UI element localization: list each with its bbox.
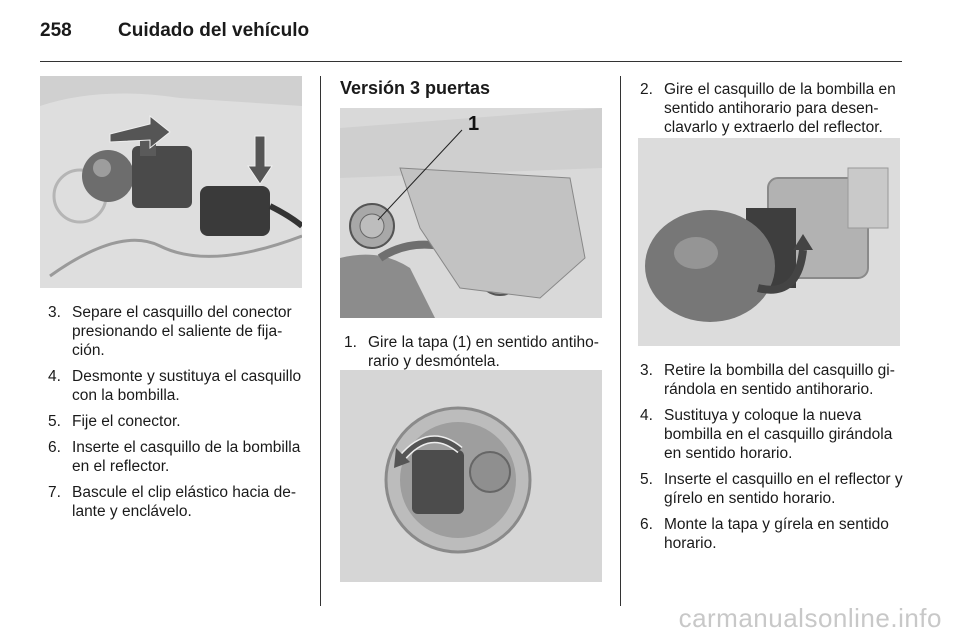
list-item — [48, 303, 303, 360]
list-item — [48, 483, 303, 521]
step-text: Retire la bombilla del casquillo gi-rándola en sentido antihorario. — [664, 362, 895, 398]
right-steps-bottom — [640, 361, 905, 560]
figure-bulb-connector — [40, 76, 302, 288]
figure-bulb-removal — [638, 138, 900, 346]
step-text: Inserte el casquillo en el reflector y gírelo en sentido horario. — [664, 471, 903, 507]
step-text: Desmonte y sustituya el casquillo con la bombilla. — [72, 368, 302, 404]
list-item — [640, 515, 905, 553]
section-title: Cuidado del vehículo — [118, 20, 310, 41]
step-number: 6. — [48, 439, 61, 456]
step-text: Separe el casquillo del conector presionando el saliente de fija-ción. — [72, 304, 292, 359]
right-steps-top — [640, 80, 905, 144]
list-item — [48, 367, 303, 405]
socket-rotation-illustration — [340, 370, 602, 582]
headlamp-illustration — [340, 108, 602, 318]
step-text: Inserte el casquillo de la bombilla en el reflector. — [72, 439, 301, 475]
column-divider-1 — [320, 76, 321, 606]
step-number: 1. — [344, 334, 357, 351]
callout-label: 1 — [468, 113, 480, 135]
step-number: 7. — [48, 484, 61, 501]
list-item — [640, 470, 905, 508]
bulb-removal-illustration — [638, 138, 900, 346]
figure-socket-rotation — [340, 370, 602, 582]
list-item — [640, 361, 905, 399]
step-text: Bascule el clip elástico hacia de-lante y enclávelo. — [72, 484, 297, 520]
list-item — [640, 80, 905, 137]
step-number: 4. — [48, 368, 61, 385]
page-header — [40, 20, 900, 60]
step-number: 5. — [640, 471, 653, 488]
step-text: Gire la tapa (1) en sentido antiho-rario y desmóntela. — [368, 334, 599, 370]
column-divider-2 — [620, 76, 621, 606]
step-number: 3. — [48, 304, 61, 321]
subheading-3-door: Versión 3 puertas — [340, 78, 491, 98]
list-item — [48, 438, 303, 476]
step-text: Monte la tapa y gírela en sentido horario. — [664, 516, 889, 552]
step-number: 2. — [640, 81, 653, 98]
figure-headlamp-cover — [340, 108, 602, 318]
page-number: 258 — [40, 20, 72, 41]
left-steps-list — [48, 303, 303, 528]
step-text: Sustituya y coloque la nueva bombilla en el casquillo girándola en sentido horario. — [664, 407, 893, 462]
header-rule — [40, 61, 902, 62]
bulb-connector-illustration — [40, 76, 302, 288]
step-number: 6. — [640, 516, 653, 533]
step-number: 4. — [640, 407, 653, 424]
step-text: Fije el conector. — [72, 413, 181, 430]
step-text: Gire el casquillo de la bombilla en sentido antihorario para desen-clavarlo y extraerlo del reflector. — [664, 81, 896, 136]
list-item — [48, 412, 303, 431]
list-item — [344, 333, 606, 371]
step-number: 5. — [48, 413, 61, 430]
list-item — [640, 406, 905, 463]
step-number: 3. — [640, 362, 653, 379]
watermark: carmanualsonline.info — [678, 603, 942, 633]
